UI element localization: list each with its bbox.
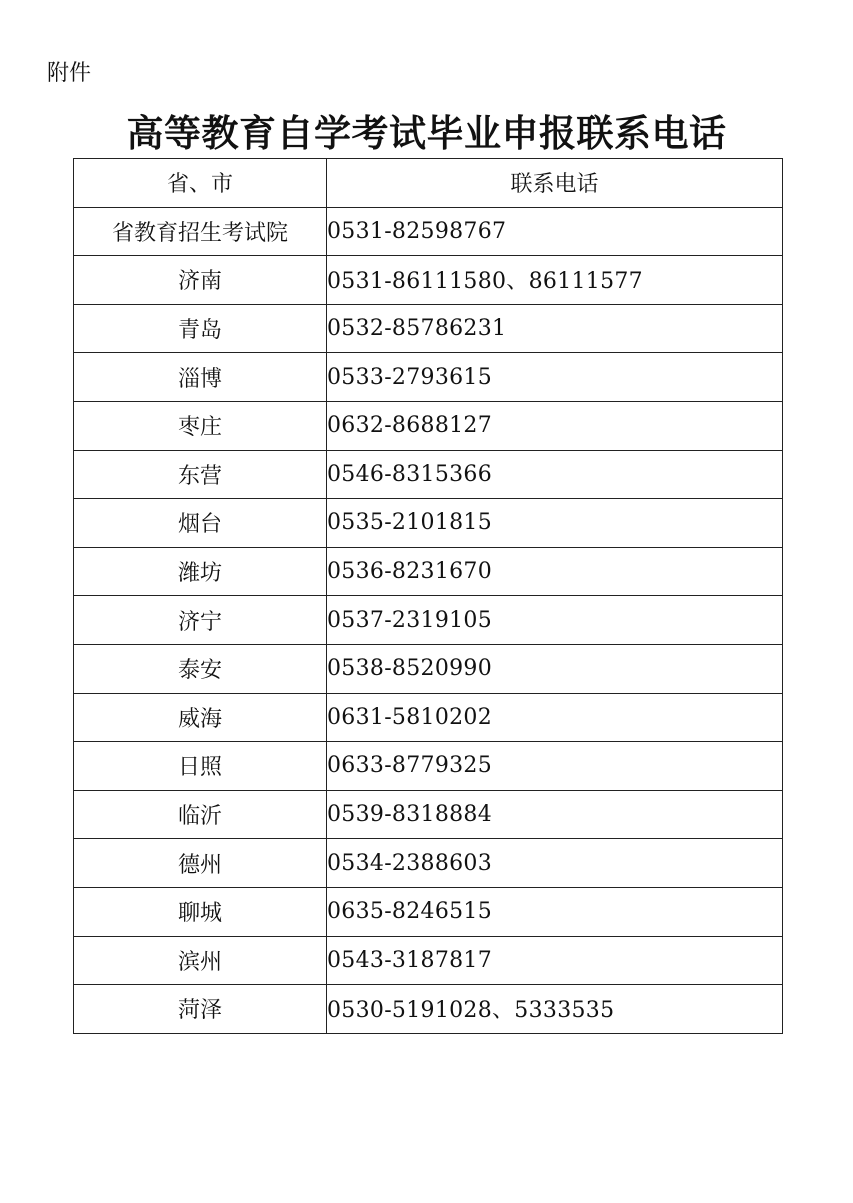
phone-cell: 0531-82598767 <box>327 207 783 256</box>
table-row <box>74 450 783 499</box>
table-row <box>74 596 783 645</box>
table-row <box>74 693 783 742</box>
table-row <box>74 353 783 402</box>
column-header-phone: 联系电话 <box>327 159 783 208</box>
table-row <box>74 256 783 305</box>
region-cell: 菏泽 <box>74 985 327 1034</box>
table-row <box>74 887 783 936</box>
region-cell: 威海 <box>74 693 327 742</box>
attachment-label: 附件 <box>47 61 92 86</box>
table-header-row <box>74 159 783 208</box>
table-row <box>74 304 783 353</box>
region-cell: 日照 <box>74 742 327 791</box>
table-row <box>74 644 783 693</box>
column-header-region: 省、市 <box>74 159 327 208</box>
region-cell: 临沂 <box>74 790 327 839</box>
region-cell: 东营 <box>74 450 327 499</box>
phone-cell: 0546-8315366 <box>327 450 783 499</box>
table-row <box>74 207 783 256</box>
region-cell: 省教育招生考试院 <box>74 207 327 256</box>
region-cell: 济南 <box>74 256 327 305</box>
phone-cell: 0531-86111580、86111577 <box>327 256 783 305</box>
table-row <box>74 985 783 1034</box>
document-title: 高等教育自学考试毕业申报联系电话 <box>126 111 727 155</box>
region-cell: 聊城 <box>74 887 327 936</box>
phone-cell: 0539-8318884 <box>327 790 783 839</box>
contact-phone-table <box>73 158 783 1034</box>
phone-cell: 0536-8231670 <box>327 547 783 596</box>
phone-cell: 0631-5810202 <box>327 693 783 742</box>
region-cell: 淄博 <box>74 353 327 402</box>
table-row <box>74 839 783 888</box>
phone-cell: 0530-5191028、5333535 <box>327 985 783 1034</box>
region-cell: 青岛 <box>74 304 327 353</box>
table-row <box>74 790 783 839</box>
table-row <box>74 401 783 450</box>
table-row <box>74 936 783 985</box>
region-cell: 泰安 <box>74 644 327 693</box>
region-cell: 潍坊 <box>74 547 327 596</box>
phone-cell: 0533-2793615 <box>327 353 783 402</box>
region-cell: 德州 <box>74 839 327 888</box>
table-row <box>74 499 783 548</box>
phone-cell: 0538-8520990 <box>327 644 783 693</box>
region-cell: 济宁 <box>74 596 327 645</box>
phone-cell: 0543-3187817 <box>327 936 783 985</box>
phone-cell: 0632-8688127 <box>327 401 783 450</box>
table-row <box>74 742 783 791</box>
region-cell: 烟台 <box>74 499 327 548</box>
phone-cell: 0535-2101815 <box>327 499 783 548</box>
phone-cell: 0534-2388603 <box>327 839 783 888</box>
region-cell: 枣庄 <box>74 401 327 450</box>
phone-cell: 0532-85786231 <box>327 304 783 353</box>
table-row <box>74 547 783 596</box>
phone-cell: 0635-8246515 <box>327 887 783 936</box>
phone-cell: 0633-8779325 <box>327 742 783 791</box>
phone-cell: 0537-2319105 <box>327 596 783 645</box>
region-cell: 滨州 <box>74 936 327 985</box>
